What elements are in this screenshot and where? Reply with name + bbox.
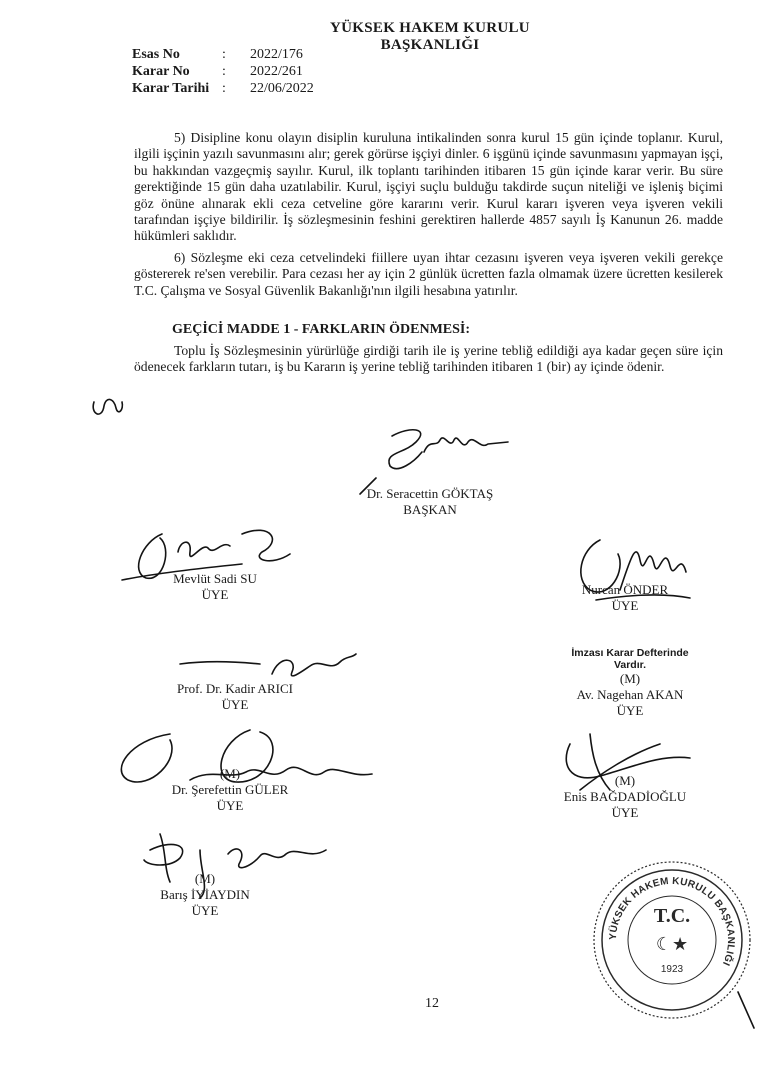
meta-label: Karar No: [132, 64, 190, 79]
paragraph-7: Toplu İş Sözleşmesinin yürürlüğe girdiği tarih ile iş yerine tebliğ edildiği aya kadar geçen süre için ödenecek farkların tutarı, iş bu Kararın iş yerine tebliğ tarihinden itibaren 1 (bir) ay içinde ödenir.: [134, 343, 723, 375]
signatory-serefettin: [150, 766, 310, 814]
signatory-name: Av. Nagehan AKAN: [576, 687, 684, 702]
seal-center-text: T.C.: [653, 905, 691, 927]
institution-line-2: BAŞKANLIĞI: [380, 37, 480, 53]
institution-line-1: YÜKSEK HAKEM KURULU: [330, 20, 530, 36]
meta-label: Esas No: [132, 47, 180, 62]
signatory-name: Dr. Seracettin GÖKTAŞ: [366, 486, 494, 501]
section-heading: GEÇİCİ MADDE 1 - FARKLARIN ÖDENMESİ:: [172, 322, 471, 337]
signatory-name: Dr. Şerefettin GÜLER: [171, 782, 289, 797]
signatory-kadir: [155, 681, 315, 713]
margin-initial-mark: [88, 392, 128, 422]
meta-row-karar: Karar No : 2022/261: [132, 64, 303, 79]
case-meta: [132, 46, 314, 97]
signatory-role: BAŞKAN: [403, 502, 457, 517]
seal-year: 1923: [660, 964, 684, 975]
signatory-role: ÜYE: [216, 798, 244, 813]
signatory-nagehan: [540, 647, 720, 719]
signatory-role: ÜYE: [611, 805, 639, 820]
meta-label: Karar Tarihi: [132, 81, 210, 96]
signatory-role: ÜYE: [221, 697, 249, 712]
signature-on-record-note: İmzası Karar Defterinde Vardır.: [571, 647, 689, 671]
paragraph-6: 6) Sözleşme eki ceza cetvelindeki fiillere uyan ihtar cezasını işveren veya işveren vekili gerekçe göstererek re'sen verebilir. Para cezası her ay için 2 günlük ücretten fazla olmamak üzere ücretten kesilerek T.C. Çalışma ve Sosyal Güvenlik Bakanlığı'nın ilgili hesabına yatırılır.: [134, 250, 723, 298]
signatory-name: Nurcan ÖNDER: [581, 582, 669, 597]
signatory-name: Prof. Dr. Kadir ARICI: [177, 681, 293, 696]
meta-value: 2022/176: [250, 47, 303, 62]
signatory-role: ÜYE: [616, 703, 644, 718]
meta-value: 2022/261: [250, 64, 303, 79]
signatory-name: Mevlüt Sadi SU: [173, 571, 257, 586]
official-seal-stamp: [588, 852, 758, 1032]
signatory-mark: (M): [614, 773, 636, 788]
seal-ring-text: YÜKSEK HAKEM KURULU BAŞKANLIĞI: [607, 875, 737, 968]
meta-row-tarih: Karar Tarihi : 22/06/2022: [132, 81, 314, 96]
page-number: 12: [425, 996, 439, 1011]
meta-value: 22/06/2022: [250, 81, 314, 96]
signatory-mark: (M): [194, 871, 216, 886]
signatory-role: ÜYE: [611, 598, 639, 613]
signatory-mevlut: [145, 571, 285, 603]
signatory-mark: (M): [219, 766, 241, 781]
signatory-mark: (M): [619, 671, 641, 686]
institution-title: [300, 20, 560, 54]
signatory-president: [330, 486, 530, 518]
signatory-baris: [135, 871, 275, 919]
meta-row-esas: Esas No : 2022/176: [132, 47, 303, 62]
signatory-nurcan: [565, 582, 685, 614]
signatory-enis: [545, 773, 705, 821]
paragraph-5: 5) Disipline konu olayın disiplin kuruluna intikalinden sonra kurul 15 gün içinde toplanır. Kurul, ilgili işçinin yazılı savunmasını alır; gerek görürse işçiyi dinler. 6 işgünü içinde savunmasını yapmayan işçi, bu hakkından vazgeçmiş sayılır. Kurul, ilk toplantı tarihinden itibaren 15 gün içinde karar verir. Bu süre gerektiğinde 15 gün daha uzatılabilir. Kurul, işçiyi suçlu bulduğu takdirde suçun niteliği ve işleniş biçimi göz önüne alınarak ekli ceza cetveline göre kararını verir. Kurul kararı işveren veya işveren vekili tarafından işçiye bildirilir. İş sözleşmesinin feshini gerektiren hallerde 4857 sayılı İş Kanunun 26. madde hükümleri saklıdır.: [134, 130, 723, 244]
seal-crescent-star-icon: ☾★: [655, 934, 689, 955]
signatory-name: Enis BAĞDADİOĞLU: [563, 789, 687, 804]
signatory-role: ÜYE: [191, 903, 219, 918]
signatory-role: ÜYE: [201, 587, 229, 602]
signatory-name: Barış İYİAYDIN: [160, 887, 250, 902]
signature-president: [370, 422, 520, 482]
